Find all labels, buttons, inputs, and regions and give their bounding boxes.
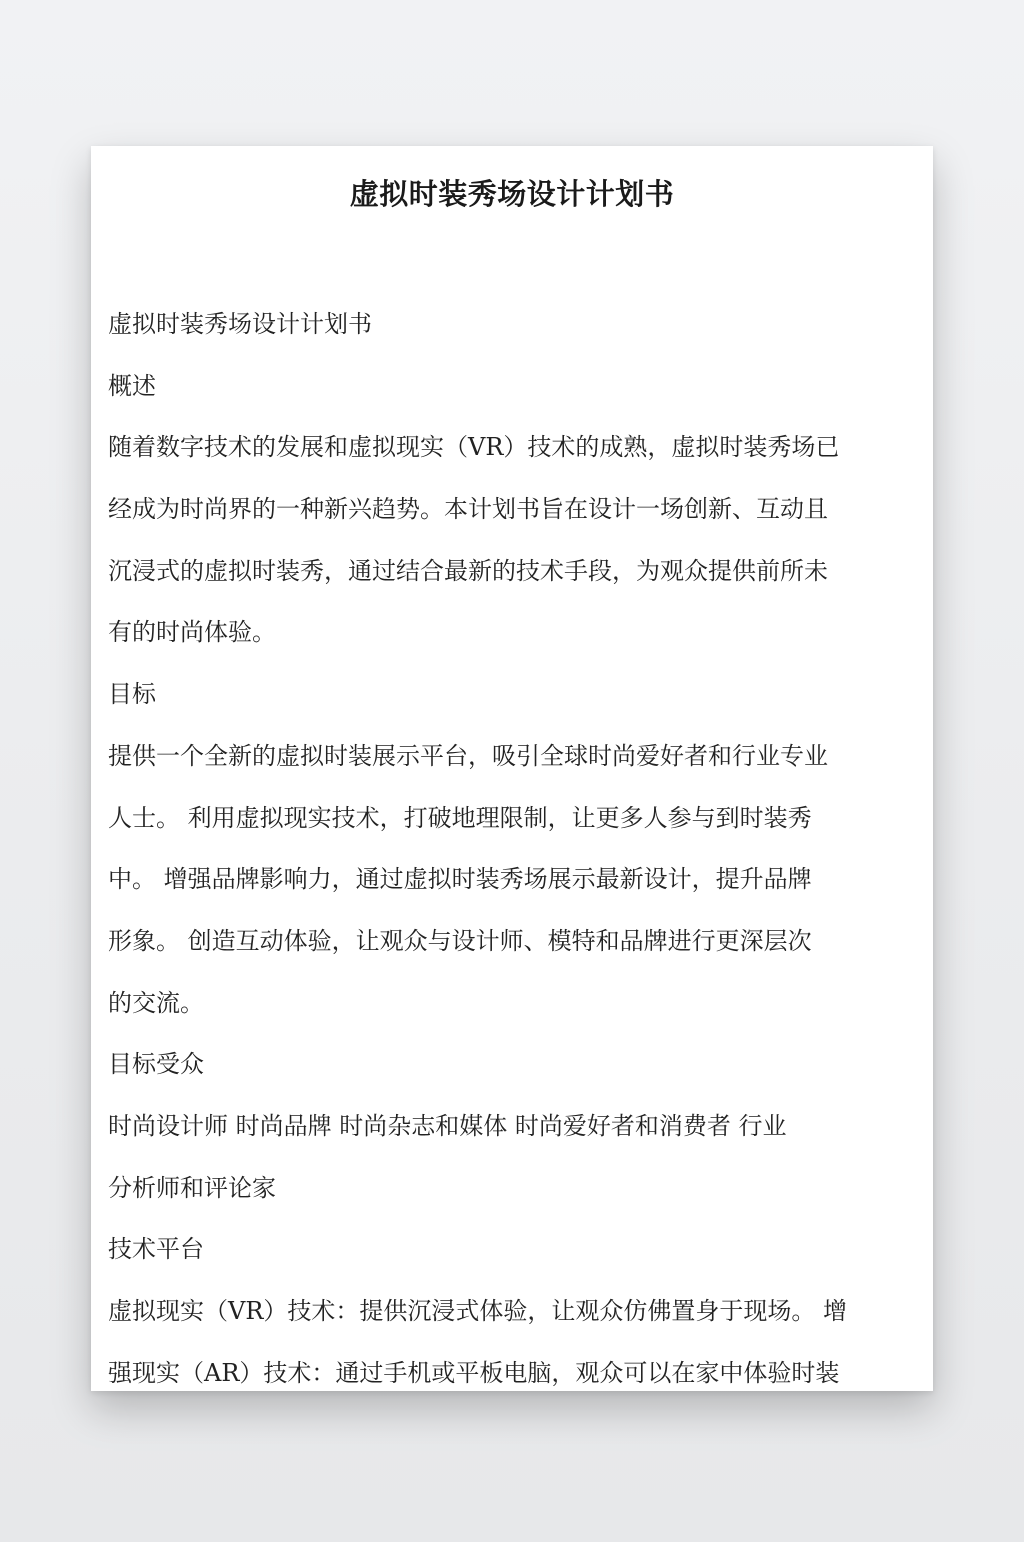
text-line: 随着数字技术的发展和虚拟现实（VR）技术的成熟，虚拟时装秀场已 bbox=[108, 433, 840, 462]
text-line: 有的时尚体验。 bbox=[108, 618, 276, 647]
text-line: 强现实（AR）技术：通过手机或平板电脑，观众可以在家中体验时装 bbox=[108, 1358, 840, 1387]
text-line: 的交流。 bbox=[108, 988, 204, 1017]
section-heading-tech-platform: 技术平台 bbox=[108, 1235, 204, 1264]
text-line: 提供一个全新的虚拟时装展示平台，吸引全球时尚爱好者和行业专业 bbox=[108, 741, 828, 770]
text-line: 中。 增强品牌影响力，通过虚拟时装秀场展示最新设计，提升品牌 bbox=[108, 865, 812, 894]
text-line: 虚拟现实（VR）技术：提供沉浸式体验，让观众仿佛置身于现场。 增 bbox=[108, 1297, 848, 1325]
document-title: 虚拟时装秀场设计计划书 bbox=[349, 177, 675, 211]
document-page bbox=[91, 146, 933, 1391]
text-line: 人士。 利用虚拟现实技术，打破地理限制，让更多人参与到时装秀 bbox=[108, 803, 812, 832]
section-heading-audience: 目标受众 bbox=[108, 1050, 204, 1079]
text-line: 虚拟时装秀场设计计划书 bbox=[108, 310, 372, 338]
document-body bbox=[108, 294, 933, 1391]
text-line: 沉浸式的虚拟时装秀，通过结合最新的技术手段，为观众提供前所未 bbox=[108, 556, 828, 585]
text-line: 分析师和评论家 bbox=[108, 1173, 276, 1202]
text-line: 形象。 创造互动体验，让观众与设计师、模特和品牌进行更深层次 bbox=[108, 926, 812, 955]
section-heading-overview: 概述 bbox=[108, 371, 156, 400]
text-line: 经成为时尚界的一种新兴趋势。本计划书旨在设计一场创新、互动且 bbox=[108, 495, 828, 524]
text-line: 时尚设计师 时尚品牌 时尚杂志和媒体 时尚爱好者和消费者 行业 bbox=[108, 1111, 787, 1140]
section-heading-goals: 目标 bbox=[108, 680, 156, 709]
